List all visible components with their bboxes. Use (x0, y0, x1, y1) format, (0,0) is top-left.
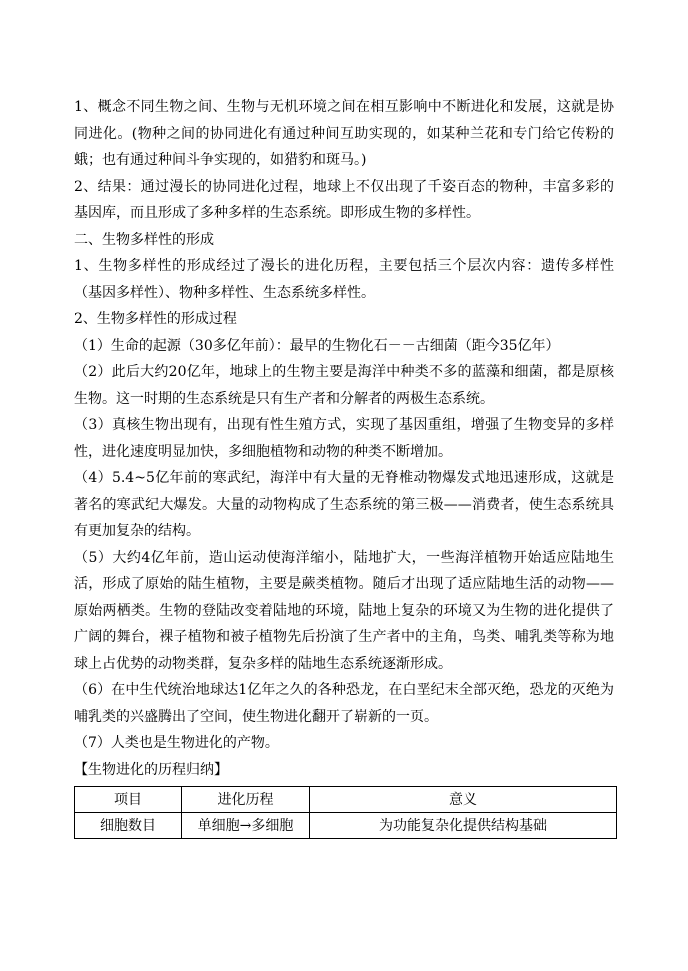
table-cell: 为功能复杂化提供结构基础 (310, 813, 617, 839)
paragraph-process-title: 2、生物多样性的形成过程 (74, 311, 237, 327)
evolution-summary-table (74, 786, 617, 839)
paragraph-stage-7: （7）人类也是生物进化的产物。 (74, 735, 279, 751)
paragraph-stage-6: （6）在中生代统治地球达1亿年之久的各种恐龙，在白垩纪末全部灭绝，恐龙的灭绝为哺乳类的兴盛腾出了空间，使生物进化翻开了崭新的一页。 (74, 682, 614, 725)
paragraph-result: 2、结果：通过漫长的协同进化过程，地球上不仅出现了千姿百态的物种，丰富多彩的基因库，而且形成了多种多样的生态系统。即形成生物的多样性。 (74, 178, 614, 221)
table-header-significance: 意义 (310, 787, 617, 813)
table-row (75, 813, 617, 839)
paragraph-concept: 1、概念不同生物之间、生物与无机环境之间在相互影响中不断进化和发展，这就是协同进化。(物种之间的协同进化有通过种间互助实现的，如某种兰花和专门给它传粉的蛾；也有通过种间斗争实现的，如猎豹和斑马。) (74, 99, 614, 168)
paragraph-stage-4: （4）5.4~5亿年前的寒武纪，海洋中有大量的无脊椎动物爆发式地迅速形成，这就是著名的寒武纪大爆发。大量的动物构成了生态系统的第三极——消费者，使生态系统具有更加复杂的结构。 (74, 470, 614, 539)
table-cell: 单细胞→多细胞 (182, 813, 310, 839)
paragraph-stage-1: （1）生命的起源（30多亿年前）：最早的生物化石－－古细菌（距今35亿年） (74, 337, 560, 354)
paragraph-levels: 1、生物多样性的形成经过了漫长的进化历程，主要包括三个层次内容：遗传多样性（基因多样性）、物种多样性、生态系统多样性。 (74, 258, 614, 301)
table-header-row (75, 787, 617, 813)
paragraph-stage-2: （2）此后大约20亿年，地球上的生物主要是海洋中种类不多的蓝藻和细菌，都是原核生物。这一时期的生态系统是只有生产者和分解者的两极生态系统。 (74, 364, 614, 407)
table-header-process: 进化历程 (182, 787, 310, 813)
table-cell: 细胞数目 (75, 813, 182, 839)
table-header-item: 项目 (75, 787, 182, 813)
summary-heading: 【生物进化的历程归纳】 (74, 761, 228, 778)
paragraph-stage-3: （3）真核生物出现有，出现有性生殖方式，实现了基因重组，增强了生物变异的多样性，进化速度明显加快，多细胞植物和动物的种类不断增加。 (74, 417, 614, 460)
section-title-biodiversity: 二、生物多样性的形成 (74, 231, 214, 248)
paragraph-stage-5: （5）大约4亿年前，造山运动使海洋缩小，陆地扩大，一些海洋植物开始适应陆地生活，形成了原始的陆生植物，主要是蕨类植物。随后才出现了适应陆地生活的动物——原始两栖类。生物的登陆改变着陆地的环境，陆地上复杂的环境又为生物的进化提供了广阔的舞台，裸子植物和被子植物先后扮演了生产者中的主角，鸟类、哺乳类等称为地球上占优势的动物类群，复杂多样的陆地生态系统逐渐形成。 (74, 549, 614, 672)
